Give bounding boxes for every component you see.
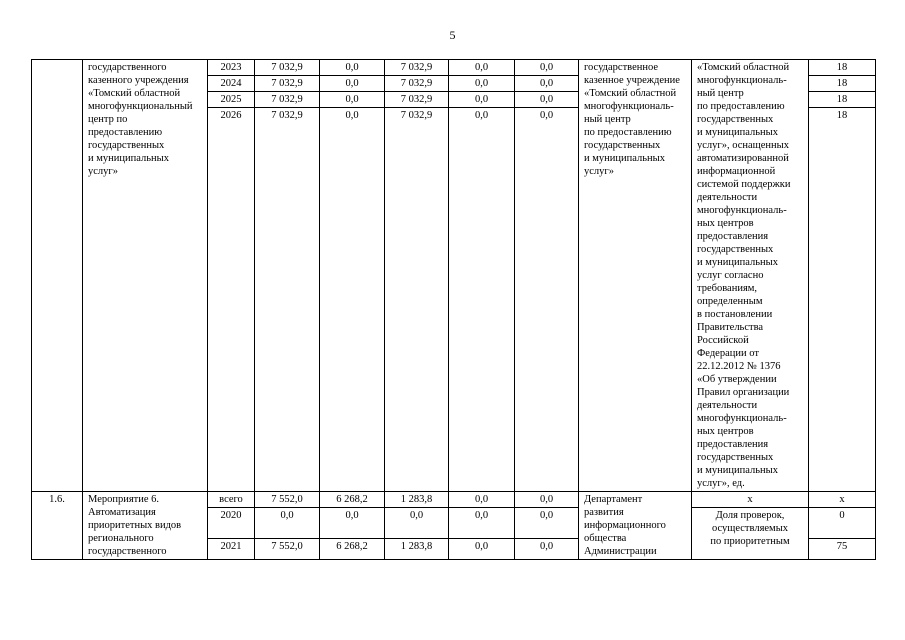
value-cell: 0,0 [449,60,515,76]
value-cell: 0,0 [320,508,385,539]
year-cell: 2025 [208,92,255,108]
value-cell: 0,0 [449,492,515,508]
value-cell: 1 283,8 [385,539,449,560]
event-name-cell: Мероприятие 6. Автоматизация приоритетных видов регионального государственного [83,492,208,560]
value-cell: 7 032,9 [385,108,449,492]
year-cell: всего [208,492,255,508]
value-cell: 7 032,9 [255,76,320,92]
value-cell: 0,0 [449,76,515,92]
value-cell: 0,0 [320,60,385,76]
indicator-value-cell: 18 [809,76,876,92]
value-cell: 7 032,9 [385,92,449,108]
value-cell: 7 032,9 [385,76,449,92]
year-cell: 2021 [208,539,255,560]
indicator-value-cell: 75 [809,539,876,560]
value-cell: 7 552,0 [255,539,320,560]
indicator-value-cell: 18 [809,60,876,76]
value-cell: 0,0 [255,508,320,539]
value-cell: 6 268,2 [320,492,385,508]
value-cell: 0,0 [515,508,579,539]
value-cell: 7 032,9 [255,60,320,76]
value-cell: 0,0 [320,76,385,92]
value-cell: 7 552,0 [255,492,320,508]
executor-cell: Департамент развития информационного общества Администрации [579,492,692,560]
value-cell: 1 283,8 [385,492,449,508]
program-table [31,59,876,560]
year-cell: 2024 [208,76,255,92]
indicator-value-cell: 18 [809,108,876,492]
event-name-cell: государственного казенного учреждения «Томский областной многофункциональный центр по предоставлению государственных и муниципальных услуг» [83,60,208,492]
value-cell: 6 268,2 [320,539,385,560]
value-cell: 0,0 [515,92,579,108]
value-cell: 0,0 [385,508,449,539]
indicator-name-cell: x [692,492,809,508]
indicator-value-cell: 18 [809,92,876,108]
indicator-name-cell: Доля проверок, осуществляемых по приоритетным [692,508,809,560]
page-number: 5 [449,28,456,42]
table-row [32,492,876,508]
value-cell: 0,0 [449,539,515,560]
value-cell: 0,0 [515,108,579,492]
value-cell: 0,0 [449,108,515,492]
executor-cell: государственное казенное учреждение «Томский областной многофункциональ- ный центр по предоставлению государственных и муниципальных услуг» [579,60,692,492]
num-cell: 1.6. [32,492,83,560]
value-cell: 0,0 [515,492,579,508]
value-cell: 0,0 [515,60,579,76]
value-cell: 7 032,9 [255,92,320,108]
year-cell: 2020 [208,508,255,539]
value-cell: 0,0 [449,508,515,539]
value-cell: 0,0 [320,92,385,108]
value-cell: 0,0 [515,539,579,560]
value-cell: 7 032,9 [385,60,449,76]
value-cell: 7 032,9 [255,108,320,492]
value-cell: 0,0 [320,108,385,492]
num-cell [32,60,83,492]
value-cell: 0,0 [515,76,579,92]
year-cell: 2026 [208,108,255,492]
table-row [32,60,876,76]
indicator-value-cell: 0 [809,508,876,539]
value-cell: 0,0 [449,92,515,108]
year-cell: 2023 [208,60,255,76]
indicator-value-cell: x [809,492,876,508]
indicator-name-cell: «Томский областной многофункциональ- ный центр по предоставлению государственных и муниципальных услуг», оснащенных автоматизированной информационной системой поддержки деятельности многофункциональ- ных центров предоставления государственных и муниципальных услуг согласно требованиям, определенным в постановлении Правительства Российской Федерации от 22.12.2012 № 1376 «Об утверждении Правил организации деятельности многофункциональ- ных центров предоставления государственных и муниципальных услуг», ед. [692,60,809,492]
